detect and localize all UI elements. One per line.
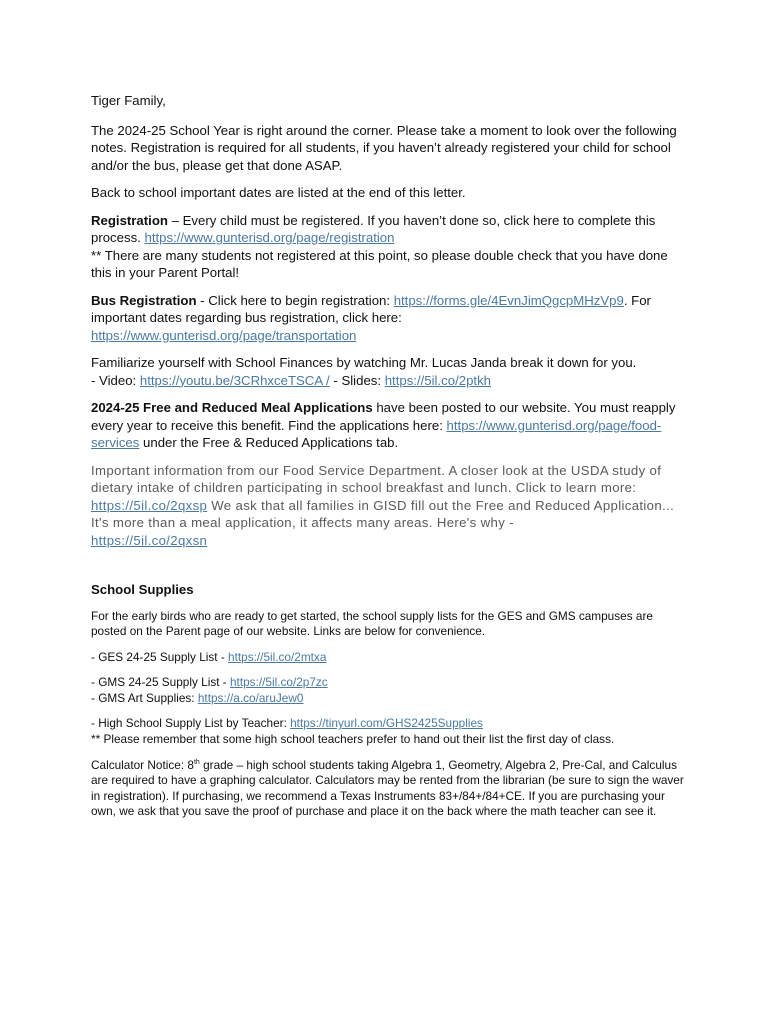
registration-heading: Registration	[91, 212, 168, 228]
registration-paragraph	[91, 212, 691, 282]
meals-text: have been posted to our website. You must reapply every year to receive this benefit. Find the applications here:	[91, 400, 676, 433]
food-service-text-2: We ask that all families in GISD fill out the Free and Reduced Application... It's more than a meal application, it affects many areas. Here's why -	[91, 497, 675, 530]
dates-note: Back to school important dates are listed at the end of this letter.	[91, 185, 466, 200]
bus-paragraph	[91, 292, 691, 345]
hs-supply-note: ** Please remember that some high school teachers prefer to hand out their list the first day of class.	[91, 732, 615, 747]
usda-study-link[interactable]: https://5il.co/2qxsp	[91, 497, 208, 513]
gms-supply-label: - GMS 24-25 Supply List -	[91, 675, 230, 690]
food-service-text-1: Important information from our Food Service Department. A closer look at the USDA study of dietary intake of children participating in school breakfast and lunch. Click to learn more:	[91, 462, 662, 495]
supplies-heading-text: School Supplies	[91, 582, 194, 597]
transportation-link[interactable]: https://www.gunterisd.org/page/transportation	[91, 327, 357, 343]
calculator-prefix: Calculator Notice: 8	[91, 757, 194, 772]
ges-supply-link[interactable]: https://5il.co/2mtxa	[228, 649, 327, 664]
supplies-intro: For the early birds who are ready to get started, the school supply lists for the GES and GMS campuses are posted on the Parent page of our website. Links are below for convenience.	[91, 608, 653, 639]
finances-text: Familiarize yourself with School Finances by watching Mr. Lucas Janda break it down for you.	[91, 355, 637, 370]
hs-supply-lines	[91, 716, 691, 747]
intro-paragraph: The 2024-25 School Year is right around the corner. Please take a moment to look over the following notes. Registration is required for all students, if you haven’t already registered your child for school and/or the bus, please get that done ASAP.	[91, 122, 677, 173]
bus-heading: Bus Registration	[91, 292, 197, 308]
food-service-paragraph	[91, 462, 691, 550]
ges-supply-line	[91, 650, 691, 666]
gms-art-label: - GMS Art Supplies:	[91, 690, 198, 705]
ges-supply-label: - GES 24-25 Supply List -	[91, 649, 229, 664]
finances-paragraph	[91, 354, 691, 389]
registration-note: ** There are many students not registered at this point, so please double check that you have done this in your Parent Portal!	[91, 247, 668, 280]
letter-body	[91, 92, 691, 820]
slides-link[interactable]: https://5il.co/2ptkh	[384, 372, 491, 388]
hs-supply-link[interactable]: https://tinyurl.com/GHS2425Supplies	[290, 716, 483, 731]
calculator-ordinal: th	[193, 758, 200, 766]
meals-heading: 2024-25 Free and Reduced Meal Applications	[91, 400, 373, 415]
supplies-heading	[91, 581, 691, 599]
video-label: - Video:	[91, 372, 140, 388]
gms-art-link[interactable]: https://a.co/aruJew0	[197, 690, 304, 705]
calculator-notice	[91, 758, 691, 820]
registration-text: – Every child must be registered. If you haven’t done so, click here to complete this process.	[91, 212, 656, 245]
registration-link[interactable]: https://www.gunterisd.org/page/registration	[144, 230, 395, 245]
bus-text-2: . For important dates regarding bus registration, click here:	[91, 292, 651, 325]
greeting: Tiger Family,	[91, 93, 166, 108]
bus-form-link[interactable]: https://forms.gle/4EvnJimQgcpMHzVp9	[393, 292, 624, 308]
gms-supply-link[interactable]: https://5il.co/2p7zc	[230, 675, 328, 690]
video-link[interactable]: https://youtu.be/3CRhxceTSCA /	[139, 372, 330, 388]
gms-supply-lines	[91, 675, 691, 706]
calculator-text: grade – high school students taking Algebra 1, Geometry, Algebra 2, Pre-Cal, and Calculus are required to have a graphing calculator. Calculators may be rented from the librarian (be sure to sign the waver in registration). If purchasing, we recommend a Texas Instruments 83+/84+/84+CE. If you are purchasing your own, we ask that you save the proof of purchase and place it on the back where the math teacher can see it.	[91, 757, 684, 819]
slides-label: - Slides:	[329, 372, 385, 388]
meal-application-link[interactable]: https://5il.co/2qxsn	[91, 532, 208, 548]
bus-text: - Click here to begin registration:	[196, 292, 394, 308]
meals-paragraph	[91, 399, 691, 452]
food-services-link[interactable]: https://www.gunterisd.org/page/food-services	[91, 417, 662, 450]
hs-supply-label: - High School Supply List by Teacher:	[91, 716, 291, 731]
meals-text-2: under the Free & Reduced Applications tab.	[139, 435, 399, 450]
